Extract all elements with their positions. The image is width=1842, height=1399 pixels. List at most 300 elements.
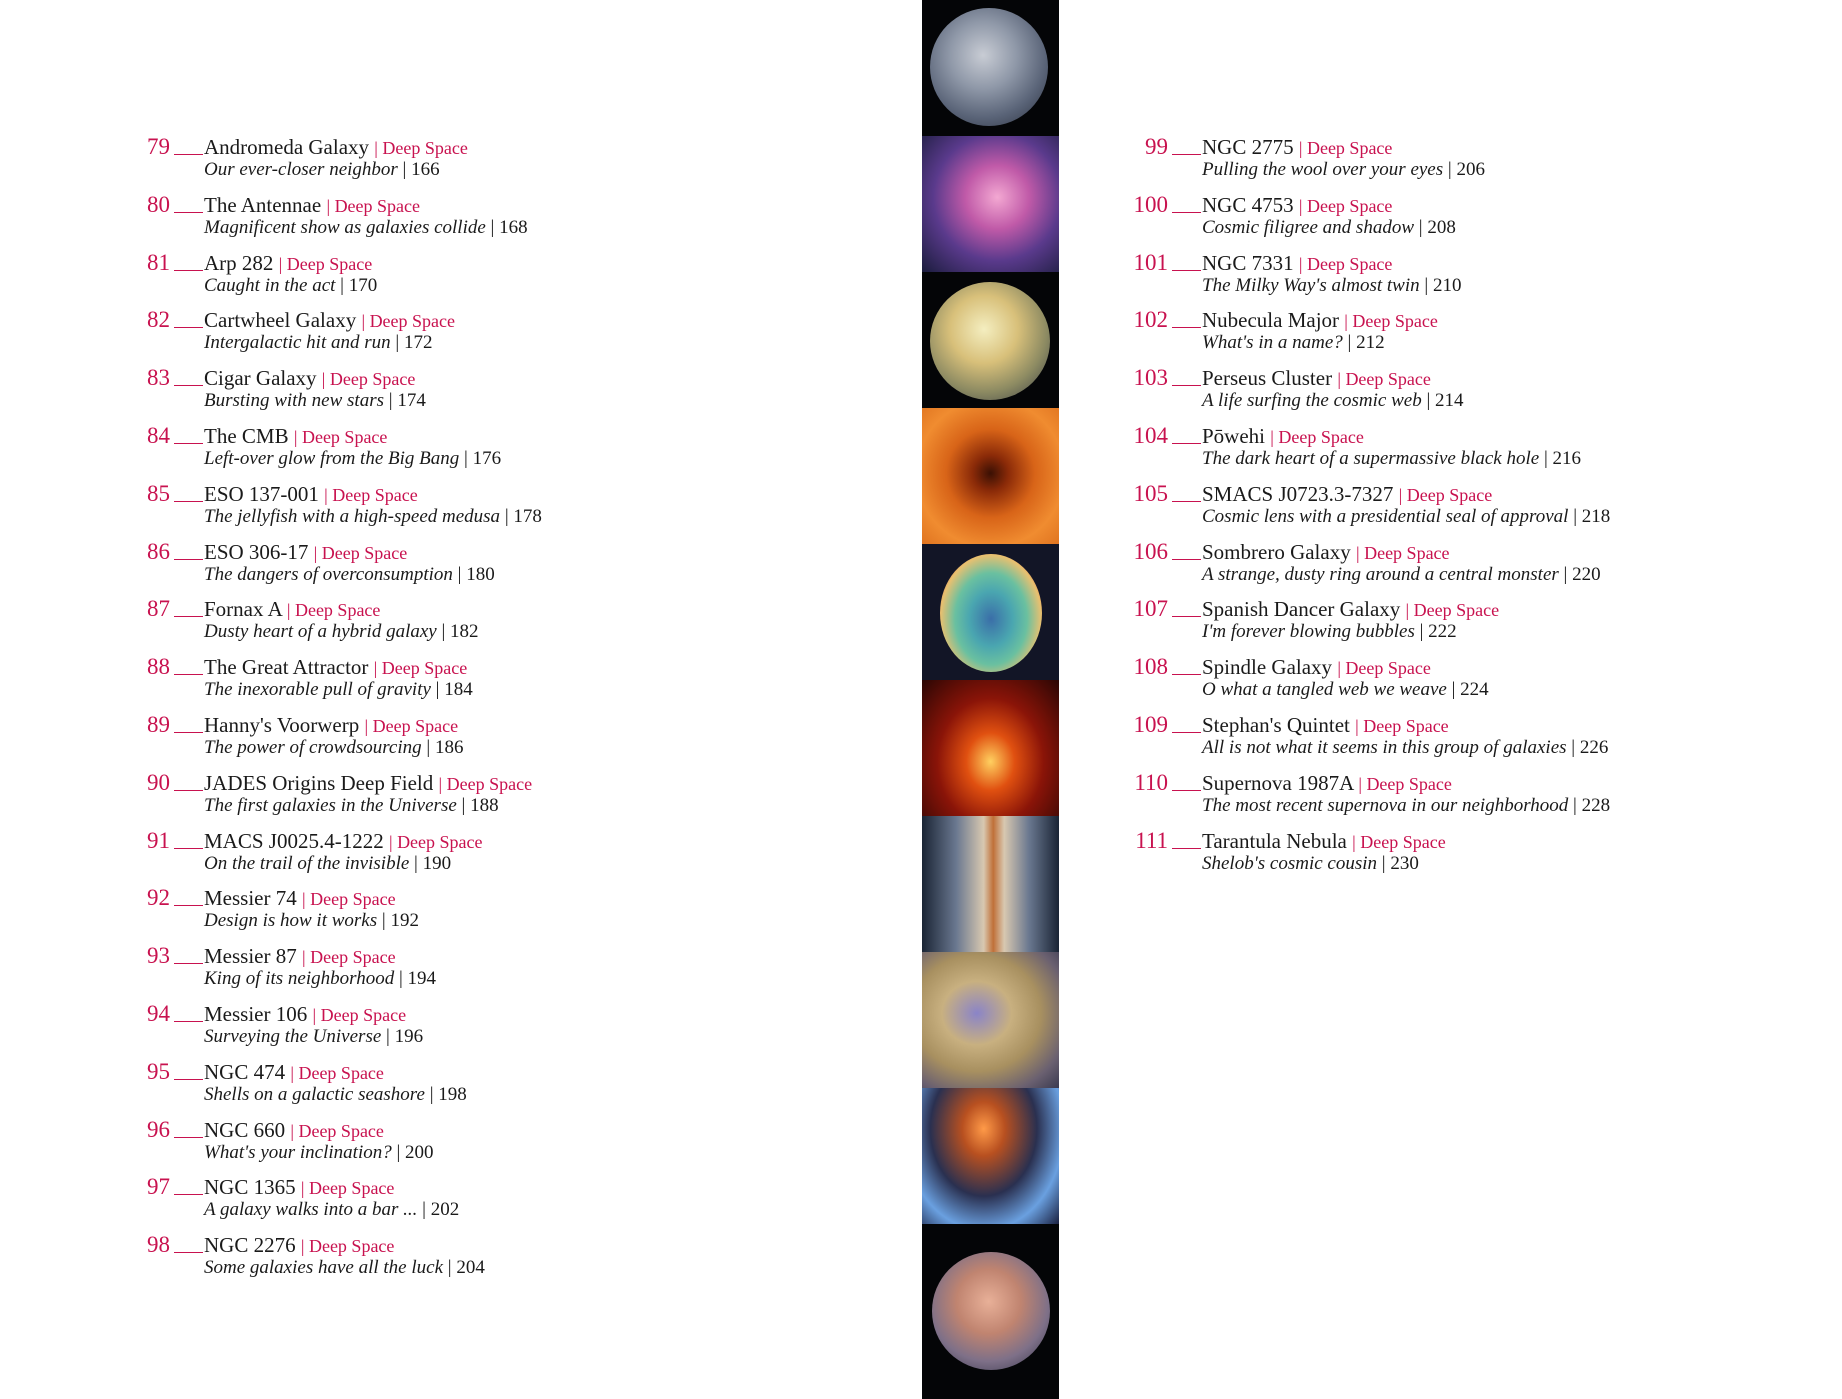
entry-number: 103 (1133, 365, 1168, 391)
entry-rule (1172, 270, 1201, 271)
entry-category (389, 832, 483, 852)
entry-number: 110 (1134, 769, 1168, 795)
page-separator: | (1424, 274, 1429, 296)
page-separator: | (441, 621, 446, 643)
entry-rule (174, 674, 203, 675)
entry-page-number: 174 (397, 390, 426, 412)
category-label: Deep Space (308, 1178, 395, 1199)
entry-rule (1172, 674, 1201, 675)
page-separator: | (461, 794, 466, 816)
category-label: Deep Space (1306, 253, 1393, 274)
entry-subtitle-line (204, 1025, 423, 1049)
entry-title-line (1202, 770, 1452, 797)
entry-title-line (204, 654, 467, 681)
entry-subtitle: The inexorable pull of gravity (204, 679, 431, 701)
category-separator: | (1398, 484, 1403, 505)
category-label: Deep Space (1278, 426, 1364, 447)
entry-rule (1172, 732, 1201, 733)
entry-number: 94 (147, 1000, 170, 1026)
entry-page-number: 192 (390, 910, 419, 932)
contents-entry (1134, 712, 1774, 770)
category-label: Deep Space (1413, 600, 1500, 621)
entry-number: 108 (1133, 654, 1168, 680)
entry-number: 105 (1133, 480, 1168, 506)
entry-rule (174, 790, 203, 791)
contents-entry (1134, 250, 1774, 308)
entry-title-line (204, 192, 420, 219)
entry-subtitle: Bursting with new stars (204, 390, 384, 412)
entry-subtitle: What's your inclination? (204, 1141, 392, 1163)
entry-category (290, 1063, 384, 1083)
entry-rule (174, 1079, 203, 1080)
entry-title: Cigar Galaxy (204, 366, 317, 391)
entry-page-number: 202 (430, 1199, 460, 1221)
contents-entry (136, 770, 896, 828)
entry-subtitle: All is not what it seems in this group of galaxies (1202, 736, 1567, 758)
entry-subtitle-line (204, 794, 499, 818)
page-separator: | (340, 274, 344, 296)
entry-subtitle: A life surfing the cosmic web (1202, 390, 1422, 412)
entry-page-number: 194 (407, 968, 437, 990)
entry-title: SMACS J0723.3-7327 (1202, 481, 1394, 506)
entry-category (1299, 254, 1393, 274)
page-separator: | (1381, 852, 1386, 874)
category-label: Deep Space (298, 1062, 384, 1083)
entry-subtitle-line (204, 563, 495, 587)
entry-category (1337, 658, 1431, 678)
entry-title-line (204, 539, 407, 566)
entry-subtitle-line (204, 274, 377, 298)
entry-subtitle: The most recent supernova in our neighborhood (1202, 794, 1569, 816)
entry-subtitle: King of its neighborhood (204, 968, 395, 990)
contents-entry (136, 1001, 896, 1059)
entry-page-number: 198 (438, 1083, 467, 1105)
entry-page-number: 228 (1581, 794, 1611, 816)
page-separator: | (426, 736, 431, 758)
category-separator: | (290, 1062, 294, 1083)
page-separator: | (388, 390, 393, 412)
grey-blue-planet-image (922, 0, 1059, 136)
entry-subtitle: What's in a name? (1202, 332, 1343, 354)
entry-title: ESO 306-17 (204, 539, 309, 564)
entry-subtitle-line (1202, 736, 1608, 760)
entry-rule (174, 443, 203, 444)
category-label: Deep Space (1364, 542, 1450, 563)
entry-subtitle: A strange, dusty ring around a central monster (1202, 563, 1559, 585)
entry-subtitle-line (1202, 620, 1457, 644)
category-separator: | (1337, 658, 1341, 679)
entry-category (302, 947, 396, 967)
entry-subtitle-line (204, 909, 419, 933)
page-separator: | (1419, 621, 1424, 643)
entry-number: 82 (147, 307, 170, 333)
entry-number: 95 (147, 1058, 170, 1084)
entry-page-number: 210 (1432, 274, 1462, 296)
entry-title: Messier 106 (204, 1001, 308, 1026)
entry-category (279, 254, 373, 274)
entry-rule (174, 559, 203, 560)
entry-title-line (204, 712, 458, 739)
page-separator: | (447, 1257, 452, 1279)
entry-title-line (204, 1174, 394, 1201)
entry-rule (174, 1194, 203, 1195)
entry-title: ESO 137-001 (204, 481, 319, 506)
entry-number: 87 (147, 596, 170, 622)
entry-category (324, 485, 418, 505)
entry-subtitle: Intergalactic hit and run (204, 332, 391, 354)
entry-number: 88 (147, 654, 170, 680)
entry-subtitle: I'm forever blowing bubbles (1202, 621, 1415, 643)
entry-title: Messier 74 (204, 886, 297, 911)
entry-title: Messier 87 (204, 944, 297, 969)
entry-rule (174, 212, 203, 213)
page-separator: | (1347, 332, 1352, 354)
entry-rule (174, 1021, 203, 1022)
entry-title-line (1202, 828, 1446, 855)
entry-subtitle: The power of crowdsourcing (204, 736, 422, 758)
yellow-cloudy-planet-image (922, 272, 1059, 408)
page-separator: | (398, 968, 403, 990)
contents-entry (1134, 307, 1774, 365)
contents-entry (136, 1232, 896, 1290)
entry-subtitle-line (204, 1198, 459, 1222)
category-separator: | (324, 484, 328, 505)
entry-title: NGC 474 (204, 1059, 286, 1084)
category-label: Deep Space (286, 253, 373, 274)
entry-subtitle-line (204, 331, 432, 355)
contents-entry (136, 365, 896, 423)
entry-subtitle-line (204, 216, 528, 240)
entry-page-number: 230 (1390, 852, 1419, 874)
entry-subtitle: Cosmic filigree and shadow (1202, 216, 1414, 238)
ring-nebula-image (922, 544, 1059, 680)
entry-number: 91 (147, 827, 170, 853)
entry-page-number: 190 (422, 852, 452, 874)
page-separator: | (381, 910, 386, 932)
entry-page-number: 200 (405, 1141, 434, 1163)
entry-subtitle-line (204, 1083, 467, 1107)
entry-subtitle: Pulling the wool over your eyes (1202, 159, 1444, 180)
entry-category (314, 543, 408, 563)
entry-title: Nubecula Major (1202, 308, 1340, 333)
entry-rule (174, 848, 203, 849)
entry-rule (174, 963, 203, 964)
entry-rule (174, 154, 203, 155)
category-separator: | (1337, 369, 1341, 390)
entry-category (1358, 774, 1452, 794)
entry-title-line (204, 885, 396, 912)
entry-title: NGC 2775 (1202, 135, 1294, 159)
entry-subtitle: Dusty heart of a hybrid galaxy (204, 621, 437, 643)
entry-page-number: 168 (499, 216, 528, 238)
entry-subtitle-line (1202, 274, 1461, 298)
entry-category (326, 196, 420, 216)
entry-subtitle-line (1202, 505, 1610, 529)
contents-entry (1134, 596, 1774, 654)
entry-title: Spindle Galaxy (1202, 655, 1333, 680)
entry-subtitle-line (1202, 216, 1456, 240)
entry-title: NGC 4753 (1202, 192, 1294, 217)
entry-page-number: 220 (1572, 563, 1601, 585)
category-separator: | (302, 947, 306, 968)
category-separator: | (388, 831, 393, 852)
entry-title-line (1202, 481, 1492, 508)
entry-title: Supernova 1987A (1202, 770, 1354, 795)
entry-category (1270, 427, 1364, 447)
entry-subtitle: Surveying the Universe (204, 1025, 382, 1047)
contents-entry (1134, 828, 1774, 886)
category-label: Deep Space (1345, 658, 1431, 679)
entry-title: NGC 2276 (204, 1233, 296, 1258)
page-separator: | (1447, 159, 1452, 180)
entry-title-line (204, 423, 387, 450)
entry-page-number: 218 (1581, 505, 1611, 527)
contents-entry (136, 192, 896, 250)
entry-title: The Great Attractor (204, 655, 369, 680)
entry-title-line (204, 1117, 384, 1144)
contents-entry (136, 1174, 896, 1232)
page-separator: | (1573, 794, 1577, 816)
category-label: Deep Space (332, 484, 418, 505)
entry-number: 101 (1133, 249, 1168, 275)
entry-rule (1172, 616, 1201, 617)
entry-subtitle: Shelob's cosmic cousin (1202, 852, 1378, 874)
contents-entry (136, 596, 896, 654)
entry-category (374, 658, 468, 678)
category-separator: | (364, 715, 369, 736)
contents-entry (136, 539, 896, 597)
contents-entry (136, 712, 896, 770)
entry-subtitle-line (1202, 389, 1464, 413)
entry-page-number: 206 (1456, 159, 1485, 180)
copper-planet-image (922, 1224, 1059, 1399)
entry-title-line (1202, 307, 1438, 334)
entry-title-line (1202, 192, 1392, 219)
entry-title: The CMB (204, 423, 289, 448)
page-separator: | (1418, 216, 1423, 238)
entry-page-number: 178 (513, 505, 542, 527)
entry-title-line (1202, 134, 1392, 161)
entry-rule (1172, 848, 1201, 849)
category-separator: | (312, 1004, 317, 1025)
entry-subtitle-line (1202, 794, 1610, 818)
entry-number: 89 (147, 711, 170, 737)
entry-page-number: 172 (403, 332, 433, 354)
entry-subtitle: The dangers of overconsumption (204, 563, 453, 585)
category-label: Deep Space (1360, 831, 1446, 852)
entry-category (361, 311, 455, 331)
entry-page-number: 166 (411, 159, 440, 180)
contents-entry (1134, 365, 1774, 423)
entry-title: NGC 660 (204, 1117, 286, 1142)
entry-category (1355, 716, 1449, 736)
entry-title-line (204, 828, 483, 855)
entry-rule (1172, 790, 1201, 791)
entry-subtitle: The jellyfish with a high-speed medusa (204, 505, 501, 527)
contents-entry (1134, 654, 1774, 712)
entry-number: 104 (1133, 422, 1168, 448)
category-separator: | (313, 542, 318, 563)
page-separator: | (429, 1083, 434, 1105)
category-label: Deep Space (369, 311, 456, 332)
contents-entry (136, 250, 896, 308)
entry-title: MACS J0025.4-1222 (204, 828, 384, 853)
entry-title: Tarantula Nebula (1202, 828, 1347, 853)
entry-category (1399, 485, 1493, 505)
entry-number: 92 (147, 885, 170, 911)
entry-title: NGC 7331 (1202, 250, 1294, 275)
category-label: Deep Space (298, 1120, 384, 1141)
category-separator: | (373, 658, 378, 679)
entry-rule (174, 501, 203, 502)
entry-page-number: 204 (456, 1257, 485, 1279)
category-label: Deep Space (446, 773, 533, 794)
entry-subtitle-line (204, 736, 463, 760)
entry-rule (1172, 385, 1201, 386)
entry-number: 93 (147, 943, 170, 969)
entry-subtitle: O what a tangled web we weave (1202, 679, 1447, 701)
entry-category (1356, 543, 1450, 563)
category-label: Deep Space (1363, 715, 1449, 736)
entry-rule (174, 1137, 203, 1138)
entry-title: Hanny's Voorwerp (204, 712, 360, 737)
entry-rule (174, 1252, 203, 1253)
entry-title-line (204, 1059, 384, 1086)
entry-category (1337, 369, 1431, 389)
contents-entry (1134, 423, 1774, 481)
entry-title-line (1202, 250, 1392, 277)
contents-entry (1134, 539, 1774, 597)
entry-category (365, 716, 459, 736)
category-label: Deep Space (1406, 484, 1493, 505)
entry-number: 83 (147, 365, 170, 391)
entry-number: 84 (147, 422, 170, 448)
page-separator: | (1571, 736, 1576, 758)
contents-entry (1134, 481, 1774, 539)
entry-subtitle-line (204, 967, 436, 991)
entry-page-number: 226 (1579, 736, 1609, 758)
contents-entry (136, 828, 896, 886)
category-label: Deep Space (301, 426, 388, 447)
category-separator: | (438, 773, 443, 794)
entry-number: 99 (1145, 134, 1168, 159)
entry-page-number: 170 (348, 274, 378, 296)
entry-number: 86 (147, 538, 170, 564)
contents-column-left (136, 134, 896, 1290)
entry-title-line (204, 943, 396, 970)
entry-subtitle: The dark heart of a supermassive black hole (1202, 447, 1540, 469)
page-separator: | (490, 216, 495, 238)
entry-subtitle-line (204, 505, 542, 529)
entry-subtitle-line (1202, 563, 1601, 587)
orange-sunspot-image (922, 408, 1059, 544)
entry-title: The Antennae (204, 192, 322, 217)
category-label: Deep Space (334, 195, 421, 216)
entry-subtitle: Caught in the act (204, 274, 336, 296)
category-separator: | (1405, 600, 1410, 621)
entry-number: 85 (147, 480, 170, 506)
entry-subtitle-line (204, 620, 479, 644)
entry-rule (1172, 327, 1201, 328)
entry-rule (1172, 212, 1201, 213)
entry-page-number: 184 (444, 679, 473, 701)
page-separator: | (1563, 563, 1568, 585)
edge-on-galaxy-image (922, 816, 1059, 952)
category-separator: | (1358, 773, 1362, 794)
entry-number: 90 (147, 769, 170, 795)
entry-title-line (204, 481, 418, 508)
entry-category (1344, 311, 1438, 331)
entry-rule (1172, 443, 1201, 444)
entry-page-number: 216 (1552, 447, 1582, 469)
entry-category (313, 1005, 407, 1025)
category-label: Deep Space (1366, 773, 1452, 794)
entry-page-number: 176 (472, 447, 502, 469)
entry-title-line (1202, 712, 1449, 739)
entry-title-line (1202, 539, 1450, 566)
entry-category (287, 600, 381, 620)
entry-title-line (204, 1001, 406, 1028)
category-separator: | (293, 426, 298, 447)
page-separator: | (457, 563, 462, 585)
entry-number: 98 (147, 1232, 170, 1258)
page-separator: | (504, 505, 509, 527)
entry-page-number: 180 (466, 563, 495, 585)
entry-subtitle-line (204, 1141, 434, 1165)
entry-rule (1172, 154, 1201, 155)
category-separator: | (278, 253, 283, 274)
entry-rule (1172, 501, 1201, 502)
entry-subtitle-line (1202, 158, 1485, 182)
entry-title: Pōwehi (1202, 423, 1265, 448)
entry-subtitle-line (1202, 852, 1419, 876)
contents-entry (1134, 134, 1774, 192)
page-separator: | (1573, 505, 1577, 527)
entry-subtitle: A galaxy walks into a bar ... (204, 1199, 418, 1221)
category-separator: | (1352, 831, 1356, 852)
contents-entry (136, 481, 896, 539)
category-label: Deep Space (310, 889, 396, 910)
category-separator: | (290, 1120, 294, 1141)
entry-rule (1172, 559, 1201, 560)
entry-category (1299, 196, 1393, 216)
category-label: Deep Space (372, 715, 459, 736)
entry-title-line (1202, 365, 1431, 392)
entry-title-line (1202, 423, 1364, 450)
entry-title-line (1202, 654, 1431, 681)
category-label: Deep Space (320, 1004, 407, 1025)
entry-title: Spanish Dancer Galaxy (1202, 597, 1401, 622)
entry-rule (174, 905, 203, 906)
image-strip (922, 0, 1059, 1399)
category-label: Deep Space (294, 600, 381, 621)
entry-subtitle: Some galaxies have all the luck (204, 1257, 444, 1279)
entry-page-number: 222 (1428, 621, 1457, 643)
category-label: Deep Space (1345, 369, 1431, 390)
entry-category (1352, 832, 1446, 852)
page-separator: | (1426, 390, 1431, 412)
entry-category (1299, 138, 1393, 158)
entry-title: Stephan's Quintet (1202, 712, 1350, 737)
entry-rule (174, 270, 203, 271)
entry-subtitle: Cosmic lens with a presidential seal of approval (1202, 505, 1569, 527)
contents-entry (136, 654, 896, 712)
category-label: Deep Space (382, 138, 468, 158)
entry-subtitle: The Milky Way's almost twin (1202, 274, 1420, 296)
entry-page-number: 182 (450, 621, 479, 643)
entry-subtitle: On the trail of the invisible (204, 852, 410, 874)
red-orange-cloud-image (922, 680, 1059, 816)
